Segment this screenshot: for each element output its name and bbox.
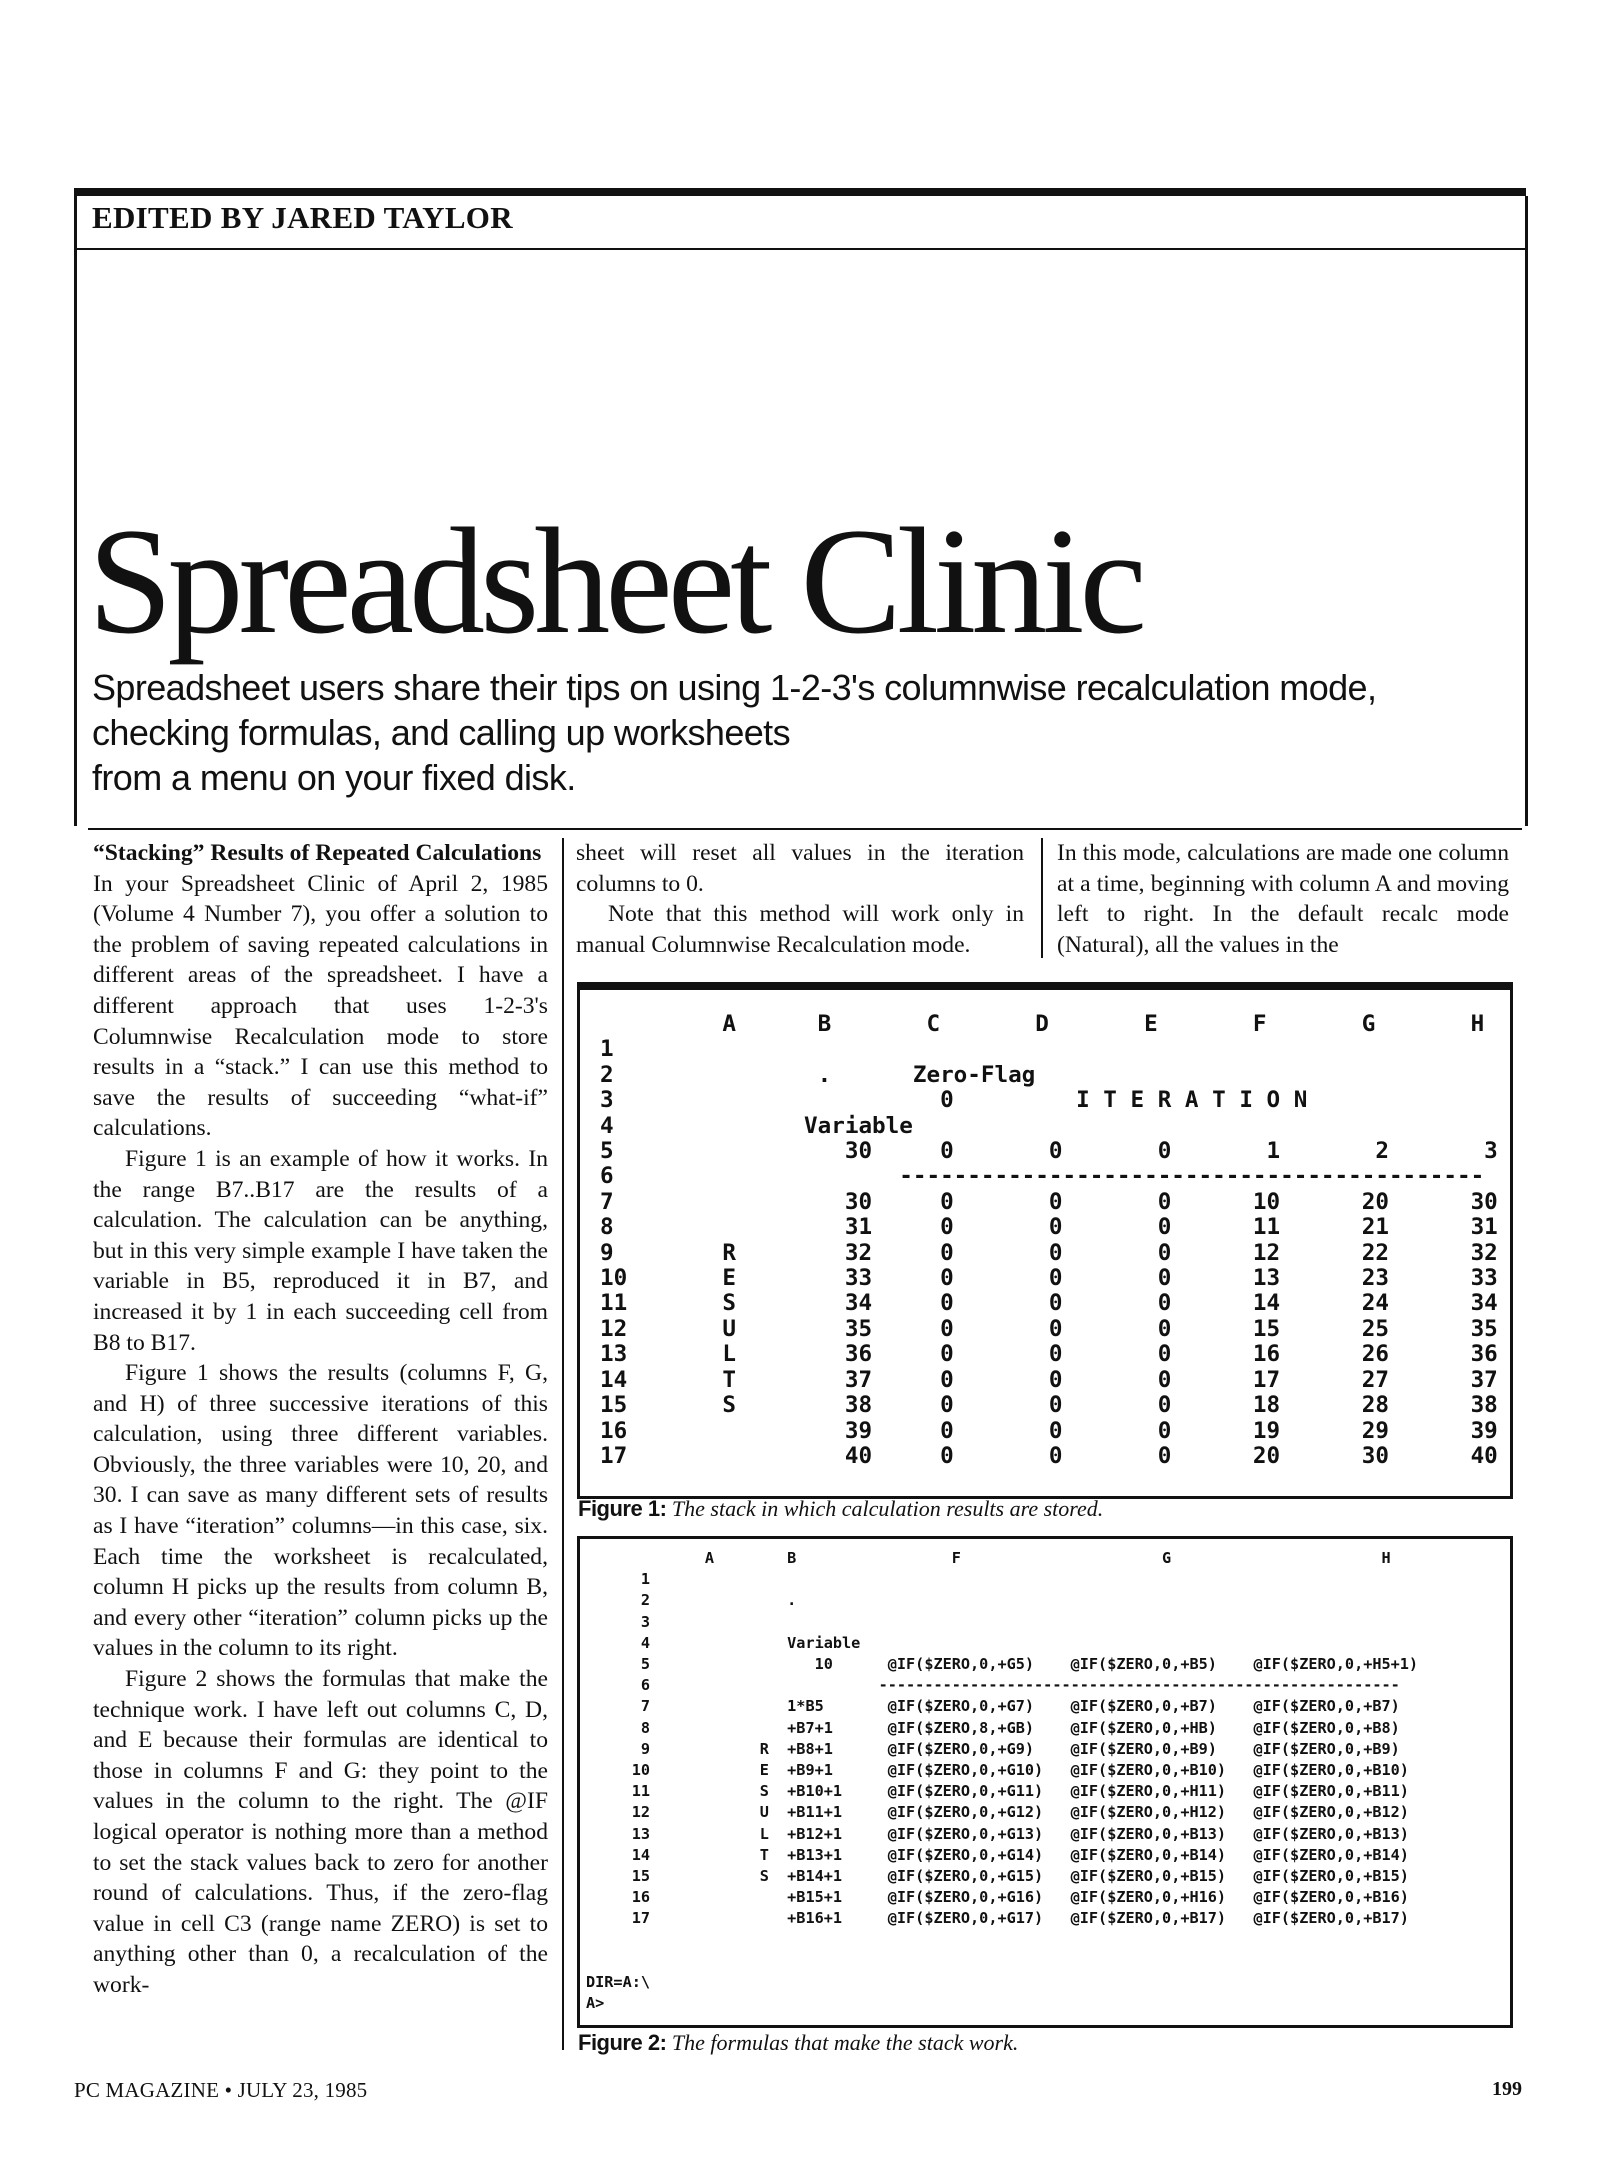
article-heading: “Stacking” Results of Repeated Calculations — [93, 840, 542, 866]
column-divider — [562, 838, 564, 2050]
article-column-1 — [93, 838, 548, 2001]
subtitle-line-2: checking formulas, and calling up worksheets — [92, 712, 790, 753]
caption-label: Figure 2: — [578, 2030, 667, 2055]
column-divider — [1041, 838, 1043, 958]
caption-label: Figure 1: — [578, 1496, 667, 1521]
top-rule — [74, 188, 1526, 196]
page-title: Spreadsheet Clinic — [88, 497, 1142, 665]
paragraph: In your Spreadsheet Clinic of April 2, 1985 (Volume 4 Number 7), you offer a solution to the problem of saving repeated calculations in different areas of the spreadsheet. I have a different approach that uses 1-2-3's Columnwise Recalculation mode to store results in a “stack.” I can use this method to save the results of succeeding “what-if” calculations. — [93, 870, 548, 1142]
article-column-2 — [576, 838, 1024, 960]
paragraph: Note that this method will work only in manual Columnwise Recalculation mode. — [576, 901, 1024, 958]
paragraph: In this mode, calculations are made one column at a time, beginning with column A and moving left to right. In the default recalc mode (Natural), all the values in the — [1057, 840, 1509, 958]
figure-2-caption — [578, 2030, 1018, 2056]
caption-text: The formulas that make the stack work. — [671, 2030, 1019, 2055]
editor-credit: EDITED BY JARED TAYLOR — [92, 200, 513, 235]
subtitle — [92, 665, 1512, 800]
caption-text: The stack in which calculation results are stored. — [671, 1496, 1104, 1521]
figure-2-formulas: A B F G H 1 2 . 3 4 Variable 5 10 @IF($ZERO,0,+G5) @IF($ZERO,0,+B5) @IF($ZERO,0,+H5+1) 6 --------------------------------------------------------- 7 1*B5 @IF($ZERO,0,+G7) @IF($ZERO,0,+B7) @IF($ZERO,0,+B7) 8 +B7+1 @IF($ZERO,8,+GB) @IF($ZERO,0,+HB) @IF($ZERO,0,+B8) 9 R +B8+1 @IF($ZERO,0,+G9) @IF($ZERO,0,+B9) @IF($ZERO,0,+B9) 10 E +B9+1 @IF($ZERO,0,+G10) @IF($ZERO,0,+B10) @IF($ZERO,0,+B10) 11 S +B10+1 @IF($ZERO,0,+G11) @IF($ZERO,0,+H11) @IF($ZERO,0,+B11) 12 U +B11+1 @IF($ZERO,0,+G12) @IF($ZERO,0,+H12) @IF($ZERO,0,+B12) 13 L +B12+1 @IF($ZERO,0,+G13) @IF($ZERO,0,+B13) @IF($ZERO,0,+B13) 14 T +B13+1 @IF($ZERO,0,+G14) @IF($ZERO,0,+B14) @IF($ZERO,0,+B14) 15 S +B14+1 @IF($ZERO,0,+G15) @IF($ZERO,0,+B15) @IF($ZERO,0,+B15) 16 +B15+1 @IF($ZERO,0,+G16) @IF($ZERO,0,+H16) @IF($ZERO,0,+B16) 17 +B16+1 @IF($ZERO,0,+G17) @IF($ZERO,0,+B17) @IF($ZERO,0,+B17) DIR=A:\ A> — [586, 1549, 1419, 2013]
paragraph: Figure 1 is an example of how it works. In the range B7..B17 are the results of a calculation. The calculation can be anything, but in this very simple example I have taken the variable in B5, reproduced it in B7, and increased it by 1 in each succeeding cell from B8 to B17. — [93, 1145, 548, 1356]
article-column-3 — [1057, 838, 1509, 960]
figure-1-spreadsheet: A B C D E F G H 1 2 . Zero-Flag 3 0 I T E R A T I O N 4 Variable 5 30 0 0 0 1 2 3 6 ------------------------------------------- 7 30 0 0 0 10 20 30 8 31 0 0 0 11 21 31 9 R 32 0 0 0 12 22 32 10 E 33 0 0 0 13 23 33 11 S 34 0 0 0 14 24 34 12 U 35 0 0 0 15 25 35 13 L 36 0 0 0 16 26 36 14 T 37 0 0 0 17 27 37 15 S 38 0 0 0 18 28 38 16 39 0 0 0 19 29 39 17 40 0 0 0 20 30 40 — [600, 1011, 1498, 1469]
paragraph: Figure 2 shows the formulas that make the technique work. I have left out columns C, D, and E because their formulas are identical to those in columns F and G: they point to the values in the column to the right. The @IF logical operator is nothing more than a method to set the stack values back to zero for another round of calculations. Thus, if the zero-flag value in cell C3 (range name ZERO) is set to anything other than 0, a recalculation of the work- — [93, 1666, 548, 1998]
subtitle-line-3: from a menu on your fixed disk. — [92, 757, 576, 798]
page-number: 199 — [1492, 2078, 1522, 2100]
editor-rule — [74, 248, 1526, 250]
subtitle-rule — [88, 828, 1522, 830]
subtitle-line-1: Spreadsheet users share their tips on using 1-2-3's columnwise recalculation mode, — [92, 667, 1377, 708]
figure-1-caption — [578, 1496, 1103, 1522]
paragraph: Figure 1 shows the results (columns F, G, and H) of three successive iterations of this calculation, using three different variables. Obviously, the three variables were 10, 20, and 30. I can save as many different sets of results as I have “iteration” columns—in this case, six. Each time the worksheet is recalculated, column H picks up the results from column B, and every other “iteration” column picks up the values in the column to its right. — [93, 1360, 548, 1662]
paragraph: sheet will reset all values in the iteration columns to 0. — [576, 840, 1024, 897]
footer-publication: PC MAGAZINE • JULY 23, 1985 — [74, 2078, 368, 2102]
